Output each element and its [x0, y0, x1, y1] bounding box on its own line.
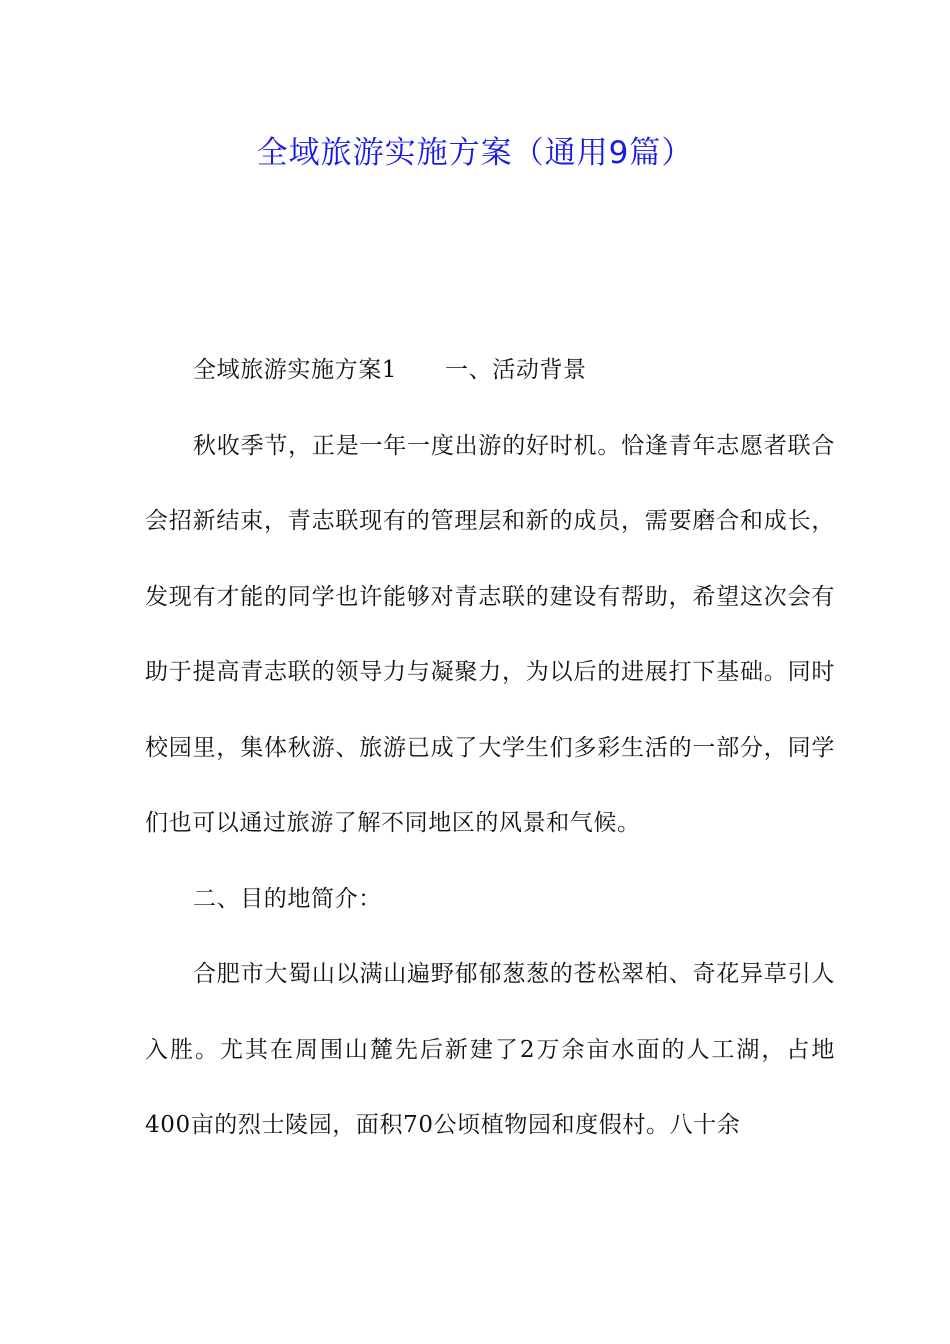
paragraph-background: 秋收季节，正是一年一度出游的好时机。恰逢青年志愿者联合会招新结束，青志联现有的管理层和新的成员，需要磨合和成长，发现有才能的同学也许能够对青志联的建设有帮助，希望这次会有助于提高青志联的领导力与凝聚力，为以后的进展打下基础。同时校园里，集体秋游、旅游已成了大学生们多彩生活的一部分，同学们也可以通过旅游了解不同地区的风景和气候。	[145, 432, 835, 836]
document-title: 全域旅游实施方案（通用9篇）	[256, 135, 694, 171]
section-heading-destination: 二、目的地简介：	[193, 885, 382, 912]
document-body	[145, 333, 835, 1164]
section-heading-background: 一、活动背景	[445, 357, 587, 383]
section-heading-line	[145, 333, 835, 409]
paragraph-destination: 合肥市大蜀山以满山遍野郁郁葱葱的苍松翠柏、奇花异草引人入胜。尤其在周围山麓先后新建了2万余亩水面的人工湖，占地400亩的烈士陵园，面积70公顷植物园和度假村。八十余	[145, 961, 835, 1138]
section-title: 全域旅游实施方案1	[193, 357, 398, 383]
